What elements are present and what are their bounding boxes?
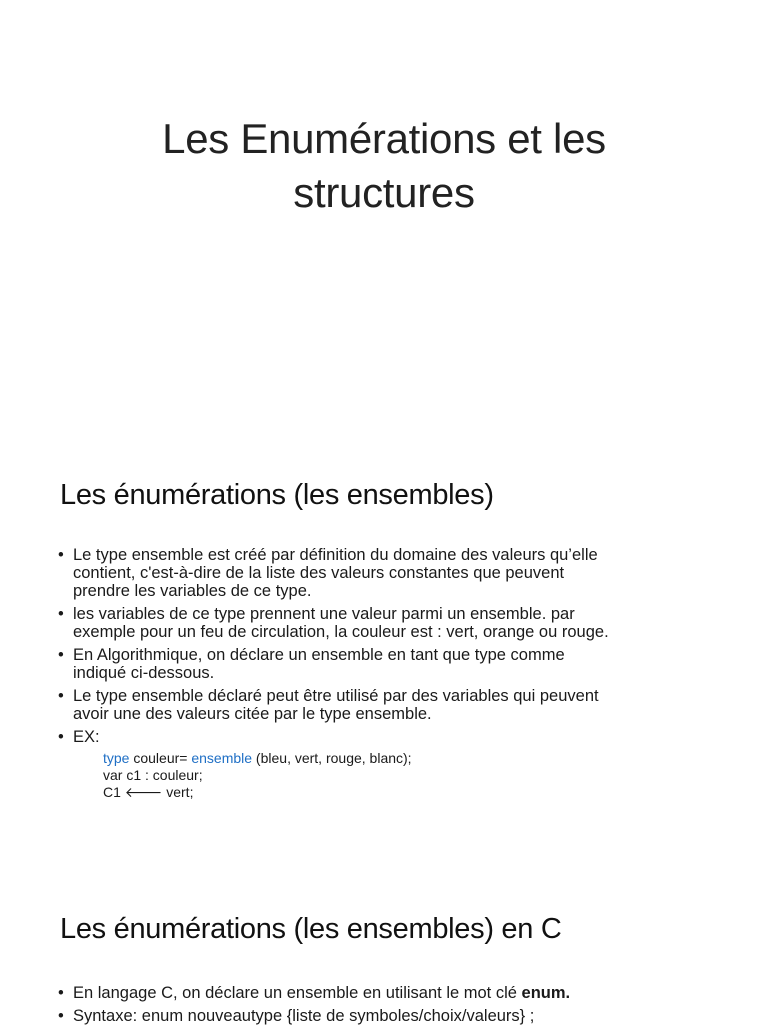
code-line-2: var c1 : couleur; bbox=[103, 767, 203, 783]
enumerations-heading: Les énumérations (les ensembles) bbox=[60, 479, 494, 511]
bullet-item bbox=[58, 1007, 708, 1025]
bullet-item bbox=[58, 728, 708, 801]
bullet-line: exemple pour un feu de circulation, la couleur est : vert, orange ou rouge. bbox=[73, 623, 609, 641]
enumerations-bullet-list bbox=[58, 546, 708, 806]
bullet-line: EX: bbox=[73, 728, 100, 746]
code-text: couleur= bbox=[129, 750, 192, 766]
code-line-3 bbox=[103, 784, 708, 801]
bullet-dot-icon: • bbox=[58, 687, 64, 705]
bullet-line: prendre les variables de ce type. bbox=[73, 582, 312, 600]
enumerations-in-c-bullet-list bbox=[58, 984, 708, 1030]
code-keyword-type: type bbox=[103, 750, 130, 766]
bullet-dot-icon: • bbox=[58, 1007, 64, 1025]
code-line-1 bbox=[103, 750, 708, 767]
code-text: vert; bbox=[162, 784, 194, 800]
code-text: C1 bbox=[103, 784, 125, 800]
code-text: (bleu, vert, rouge, blanc); bbox=[252, 750, 412, 766]
bullet-item bbox=[58, 984, 708, 1002]
bullet-line: Le type ensemble déclaré peut être utilisé par des variables qui peuvent bbox=[73, 687, 599, 705]
title-slide bbox=[0, 0, 768, 440]
slide-title-line-1: Les Enumérations et les bbox=[162, 115, 606, 162]
enumerations-slide bbox=[0, 440, 768, 880]
bullet-dot-icon: • bbox=[58, 605, 64, 623]
bullet-item bbox=[58, 646, 708, 682]
left-arrow-icon: 🡐 bbox=[124, 784, 163, 800]
bullet-line: indiqué ci-dessous. bbox=[73, 664, 215, 682]
bullet-line: avoir une des valeurs citée par le type ensemble. bbox=[73, 705, 432, 723]
code-keyword-ensemble: ensemble bbox=[191, 750, 253, 766]
enumerations-in-c-slide bbox=[0, 880, 768, 1024]
bullet-dot-icon: • bbox=[58, 646, 64, 664]
bullet-item bbox=[58, 546, 708, 600]
bullet-text: En langage C, on déclare un ensemble en utilisant le mot clé bbox=[73, 984, 522, 1002]
bullet-item bbox=[58, 687, 708, 723]
bullet-text: Syntaxe: enum nouveautype {liste de symboles/choix/valeurs} ; bbox=[73, 1007, 535, 1025]
slide-title bbox=[0, 112, 768, 220]
bullet-line: En Algorithmique, on déclare un ensemble en tant que type comme bbox=[73, 646, 565, 664]
bullet-line: Le type ensemble est créé par définition du domaine des valeurs qu’elle bbox=[73, 546, 598, 564]
bullet-dot-icon: • bbox=[58, 984, 64, 1002]
bullet-line: contient, c'est-à-dire de la liste des valeurs constantes que peuvent bbox=[73, 564, 565, 582]
code-example bbox=[103, 750, 708, 801]
bullet-dot-icon: • bbox=[58, 546, 64, 564]
enumerations-in-c-heading: Les énumérations (les ensembles) en C bbox=[60, 913, 562, 945]
bullet-keyword-enum: enum. bbox=[521, 984, 571, 1002]
slide-title-line-2: structures bbox=[293, 169, 475, 216]
bullet-dot-icon: • bbox=[58, 728, 64, 746]
bullet-item bbox=[58, 605, 708, 641]
bullet-line: les variables de ce type prennent une valeur parmi un ensemble. par bbox=[73, 605, 575, 623]
